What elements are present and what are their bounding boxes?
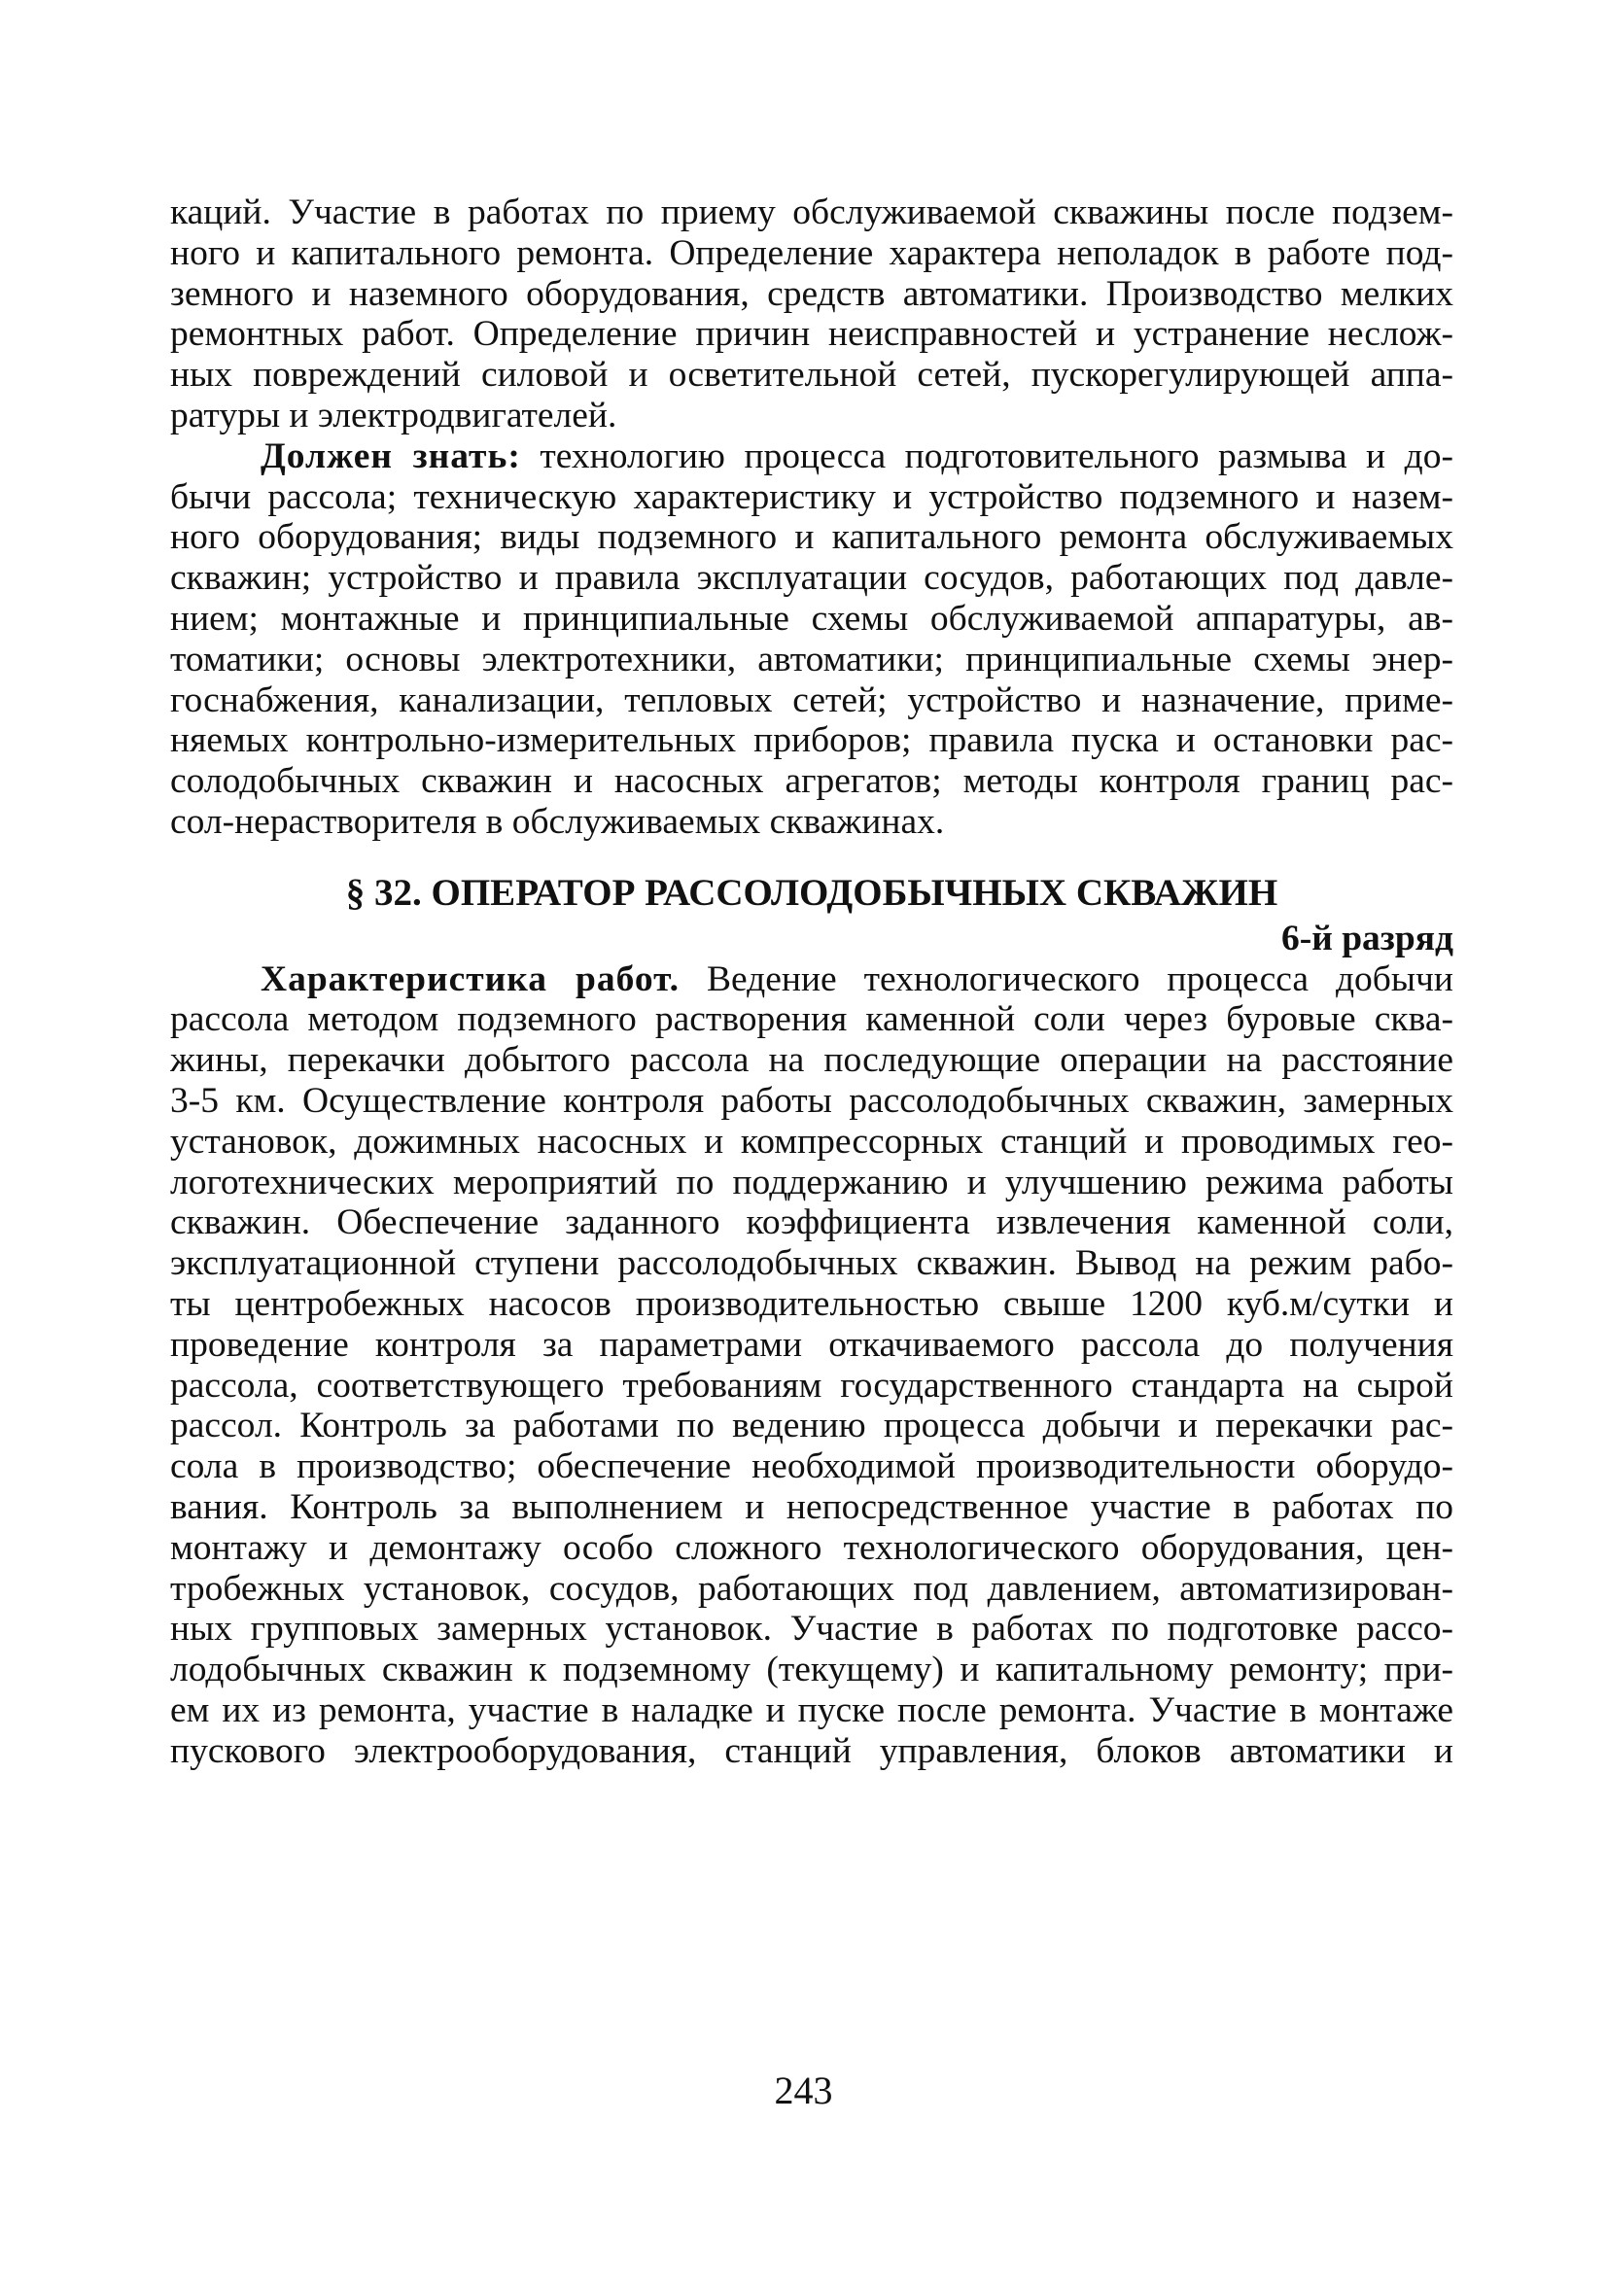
- text-line: солодобычных скважин и насосных агрегатов; методы контроля границ рас-: [170, 761, 1453, 802]
- text-line: логотехнических мероприятий по поддержанию и улучшению режима работы: [170, 1162, 1453, 1202]
- paragraph-lead: Характеристика работ.: [261, 958, 681, 999]
- text-line: ты центробежных насосов производительностью свыше 1200 куб.м/сутки и: [170, 1283, 1453, 1324]
- text-line: тробежных установок, сосудов, работающих под давлением, автоматизирован-: [170, 1568, 1453, 1609]
- text-span: технологию процесса подготовительного размыва и до-: [520, 435, 1453, 476]
- page-number: 243: [774, 2069, 833, 2112]
- text-line: ных групповых замерных установок. Участие в работах по подготовке рассо-: [170, 1609, 1453, 1650]
- text-line: бычи рассола; техническую характеристику и устройство подземного и назем-: [170, 476, 1453, 517]
- text-line: нием; монтажные и принципиальные схемы обслуживаемой аппаратуры, ав-: [170, 598, 1453, 639]
- text-line: госнабжения, канализации, тепловых сетей; устройство и назначение, приме-: [170, 679, 1453, 720]
- text-line: ратуры и электродвигателей.: [170, 395, 617, 435]
- text-line: земного и наземного оборудования, средств автоматики. Производство мелких: [170, 273, 1453, 314]
- text-line: вания. Контроль за выполнением и непосредственное участие в работах по: [170, 1486, 1453, 1527]
- text-line: рассола методом подземного растворения каменной соли через буровые сква-: [170, 999, 1453, 1040]
- text-line: ных повреждений силовой и осветительной сетей, пускорегулирующей аппа-: [170, 355, 1453, 396]
- text-line: монтажу и демонтажу особо сложного технологического оборудования, цен-: [170, 1527, 1453, 1568]
- text-line: пускового электрооборудования, станций управления, блоков автоматики и: [170, 1730, 1453, 1771]
- text-line: 3-5 км. Осуществление контроля работы рассолодобычных скважин, замерных: [170, 1080, 1453, 1121]
- text-line: рассола, соответствующего требованиям государственного стандарта на сырой: [170, 1365, 1453, 1406]
- text-line: сол-нерастворителя в обслуживаемых скважинах.: [170, 801, 945, 842]
- text-line: ремонтных работ. Определение причин неисправностей и устранение неслож-: [170, 314, 1453, 355]
- text-line: скважин. Обеспечение заданного коэффициента извлечения каменной соли,: [170, 1202, 1453, 1243]
- text-line: эксплуатационной ступени рассолодобычных скважин. Вывод на режим рабо-: [170, 1243, 1453, 1284]
- text-line: установок, дожимных насосных и компрессорных станций и проводимых гео-: [170, 1121, 1453, 1162]
- section-heading: § 32. ОПЕРАТОР РАССОЛОДОБЫЧНЫХ СКВАЖИН: [345, 871, 1278, 914]
- text-span: Ведение технологического процесса добычи: [680, 958, 1453, 999]
- paragraph-work-description: [170, 959, 1453, 1772]
- page-body: [170, 192, 1453, 1771]
- text-line: [170, 436, 1453, 477]
- text-line: лодобычных скважин к подземному (текущему) и капитальному ремонту; при-: [170, 1650, 1453, 1690]
- text-line: няемых контрольно-измерительных приборов; правила пуска и остановки рас-: [170, 720, 1453, 761]
- paragraph-lead: Должен знать:: [261, 435, 521, 476]
- grade-label: 6-й разряд: [1280, 918, 1453, 958]
- paragraph-must-know: [170, 436, 1453, 843]
- paragraph-continuation: [170, 192, 1453, 436]
- text-line: томатики; основы электротехники, автоматики; принципиальные схемы энер-: [170, 639, 1453, 679]
- text-line: [170, 959, 1453, 1000]
- text-line: ем их из ремонта, участие в наладке и пуске после ремонта. Участие в монтаже: [170, 1689, 1453, 1730]
- text-line: скважин; устройство и правила эксплуатации сосудов, работающих под давле-: [170, 558, 1453, 599]
- text-line: жины, перекачки добытого рассола на последующие операции на расстояние: [170, 1040, 1453, 1081]
- text-line: ного оборудования; виды подземного и капитального ремонта обслуживаемых: [170, 517, 1453, 558]
- text-line: каций. Участие в работах по приему обслуживаемой скважины после подзем-: [170, 192, 1453, 232]
- text-line: сола в производство; обеспечение необходимой производительности оборудо-: [170, 1446, 1453, 1487]
- text-line: проведение контроля за параметрами откачиваемого рассола до получения: [170, 1324, 1453, 1365]
- text-line: рассол. Контроль за работами по ведению процесса добычи и перекачки рас-: [170, 1406, 1453, 1446]
- text-line: ного и капитального ремонта. Определение характера неполадок в работе под-: [170, 232, 1453, 273]
